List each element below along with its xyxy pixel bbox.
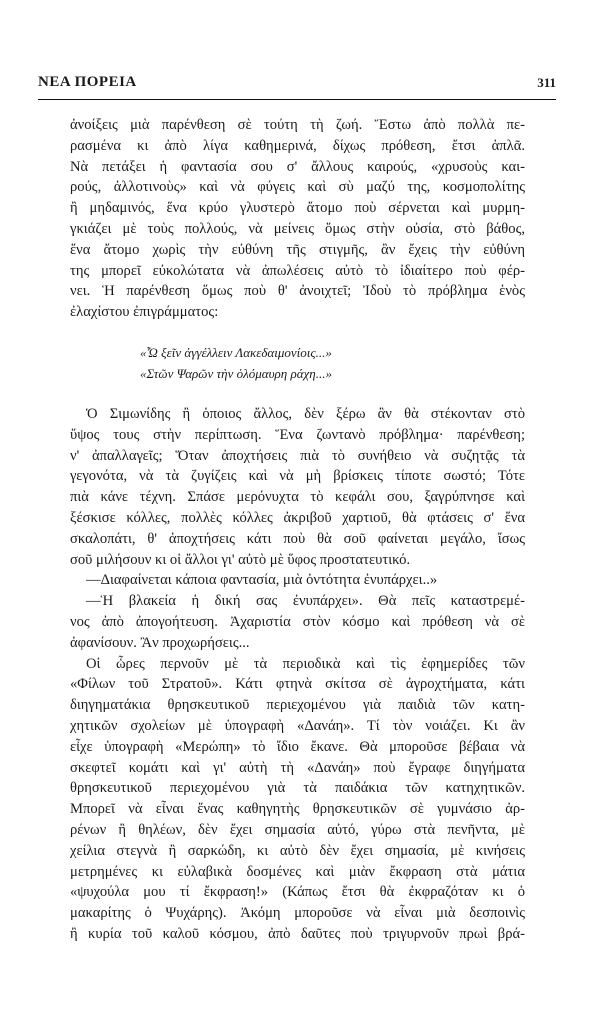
text-line: διηγηματάκια θρησκευτικοῦ περιεχομένου γιὰ παιδιὰ τῶν κατη- [70, 697, 525, 714]
text-line: μετρημένες κι εὐλαβικὰ δοσμένες καὶ μιὰν ἔκφραση στὰ μάτια [70, 863, 525, 880]
text-line: μακαρίτης ὁ Ψυχάρης). Ἀκόμη μποροῦσε νὰ εἶναι μιὰ δεσποινὶς [70, 905, 525, 922]
text-line: ἕνα ἄτομο χωρὶς τὴν εὐθύνη τῆς στιγμῆς, ἂν ἔχεις τὴν εὐθύνη [70, 241, 525, 258]
text-line: θρησκευτικοῦ περιεχομένου γιὰ τὰ παιδάκια τῶν κατηχητικῶν. [70, 780, 525, 797]
text-line: ρένων ἢ θηλέων, δὲν ἔχει σημασία αὐτό, γύρω στὰ πενῆντα, μὲ [70, 821, 525, 838]
text-line: —Διαφαίνεται κάποια φαντασία, μιὰ ὀντότητα ἐνυπάρχει..» [86, 572, 438, 589]
text-line: Νὰ πετάξει ἡ φαντασία σου σ' ἄλλους καιρούς, «χρυσοὺς και- [70, 158, 525, 175]
quote-line: «Στῶν Ψαρῶν τὴν ὁλόμαυρη ράχη...» [140, 365, 332, 381]
text-line: Ὁ Σιμωνίδης ἢ ὁποιος ἄλλος, δὲν ξέρω ἂν θὰ στέκονταν στὸ [86, 405, 525, 422]
journal-title: ΝΕΑ ΠΟΡΕΙΑ [38, 74, 137, 90]
running-header [38, 74, 556, 94]
text-line: σοῦ μιλήσουν κι οἱ ἄλλοι γι' αὐτὸ μὲ ὕφος προστατευτικό. [70, 551, 411, 568]
text-line: ὕψος τους στὴν περίπτωση. Ἕνα ζωντανὸ πρόβλημα· παρένθεση; [70, 426, 525, 443]
header-rule [38, 99, 556, 100]
quote-line: «Ὦ ξεῖν ἀγγέλλειν Λακεδαιμονίοις...» [140, 344, 332, 360]
text-line: σκαλοπάτι, θ' ἀποχτήσεις κάτι ποὺ θὰ σοῦ φαίνεται μεγάλο, ἴσως [70, 530, 525, 547]
text-line: ν' ἀπαλλαγεῖς; Ὅταν ἀποχτήσεις πιὰ τὸ συνήθειο νὰ συζητᾷς τὰ [70, 447, 525, 464]
body-text [70, 115, 525, 945]
text-line: ρασμένα κι ἀπὸ λίγα καθημερινά, δίχως πρόθεση, ἔτσι ἁπλᾶ. [70, 137, 525, 154]
text-line: νος ἀπὸ ἀπογοήτευση. Ἀχαριστία στὸν κόσμο καὶ πρόθεση νὰ σὲ [70, 613, 525, 630]
paragraph-4 [70, 591, 525, 653]
text-line: χητικῶν σχολείων μὲ ὑπογραφὴ «Δανάη». Τί τὸν νοιάζει. Κι ἂν [70, 717, 525, 734]
text-line: της μπορεῖ εὐκολώτατα νὰ ἀπωλέσεις αὐτὸ τὸ ἰδιαίτερο ποὺ φέρ- [70, 262, 525, 279]
text-line: «ψυχούλα μου τί ἔκφραση!» (Κάπως ἔτσι θὰ ἐκφραζόταν κι ὁ [70, 884, 525, 901]
text-line: εἶχε ὑπογραφὴ «Μερώπη» τὸ ἴδιο ἔκανε. Θὰ μποροῦσε βέβαια νὰ [70, 738, 525, 755]
paragraph-2 [70, 404, 525, 570]
text-line: «Φίλων τοῦ Στρατοῦ». Κάτι φτηνὰ σκίτσα σὲ ἀγροχτήματα, κάτι [70, 676, 525, 693]
text-line: ἐλαχίστου ἐπιγράμματος: [70, 304, 219, 321]
text-line: ἢ μηδαμινός, ἕνα κρύο γλυστερὸ ἄτομο ποὺ σέρνεται καὶ μυρμη- [70, 200, 525, 217]
text-line: ἀφανίσουν. Ἂν προχωρήσεις... [70, 634, 250, 651]
paragraph-5 [70, 654, 525, 945]
text-line: ἢ κυρία τοῦ καλοῦ κόσμου, ἀπὸ δαῦτες ποὺ τριγυρνοῦν πρωὶ βρά- [70, 925, 525, 942]
text-line: σκεφτεῖ κομάτι καὶ γι' αὐτὴ τὴ «Δανάη» ποὺ ἔγραφε διηγήματα [70, 759, 525, 776]
text-line: Μπορεῖ νὰ εἶναι ἕνας καθηγητὴς θρησκευτικῶν σὲ γυμνάσιο ἀρ- [70, 801, 525, 818]
page-number: 311 [537, 75, 556, 90]
paragraph-3 [70, 570, 525, 591]
text-line: πιὰ κάνε τέχνη. Σπάσε μερόνυχτα τὸ κεφάλι σου, ξαγρύπνησε καὶ [70, 489, 525, 506]
text-line: ἀνοίξεις μιὰ παρένθεση σὲ τούτη τὴ ζωή. Ἔστω ἀπὸ πολλὰ πε- [70, 117, 525, 133]
text-line: νει. Ἡ παρένθεση ὅμως ποὺ θ' ἀνοιχτεῖ; Ἰδοὺ τὸ πρόβλημα ἑνὸς [70, 283, 525, 300]
paragraph-1 [70, 115, 525, 323]
text-line: χείλια στεγνὰ ἢ σαρκώδη, κι αὐτὸ δὲν ἔχει σημασία, μὲ κινήσεις [70, 842, 525, 859]
epigram-quotes [70, 342, 525, 384]
text-line: γεγονότα, νὰ τὰ ζυγίζεις καὶ νὰ μὴ βρίσκεις τίποτε σωστό; Τότε [70, 468, 525, 485]
text-line: ξέσκισε κόλλες, πολλὲς κόλλες ἀκριβοῦ χαρτιοῦ, θὰ φτάσεις σ' ἕνα [70, 509, 525, 526]
text-line: —Ἡ βλακεία ἡ δική σας ἐνυπάρχει». Θὰ πεῖς καταστρεμέ- [86, 593, 525, 610]
text-line: ρούς, ἀλλοτινοὺς» καὶ νὰ φύγεις καὶ σὺ μαζύ της, κοσμοπολίτης [70, 179, 525, 196]
text-line: Οἱ ὧρες περνοῦν μὲ τὰ περιοδικὰ καὶ τὶς ἐφημερίδες τῶν [86, 655, 525, 672]
text-line: γκιάζει μὲ τοὺς πολλούς, νὰ μείνεις ὅμως στὴν οὐσία, στὸ βάθος, [70, 220, 525, 237]
